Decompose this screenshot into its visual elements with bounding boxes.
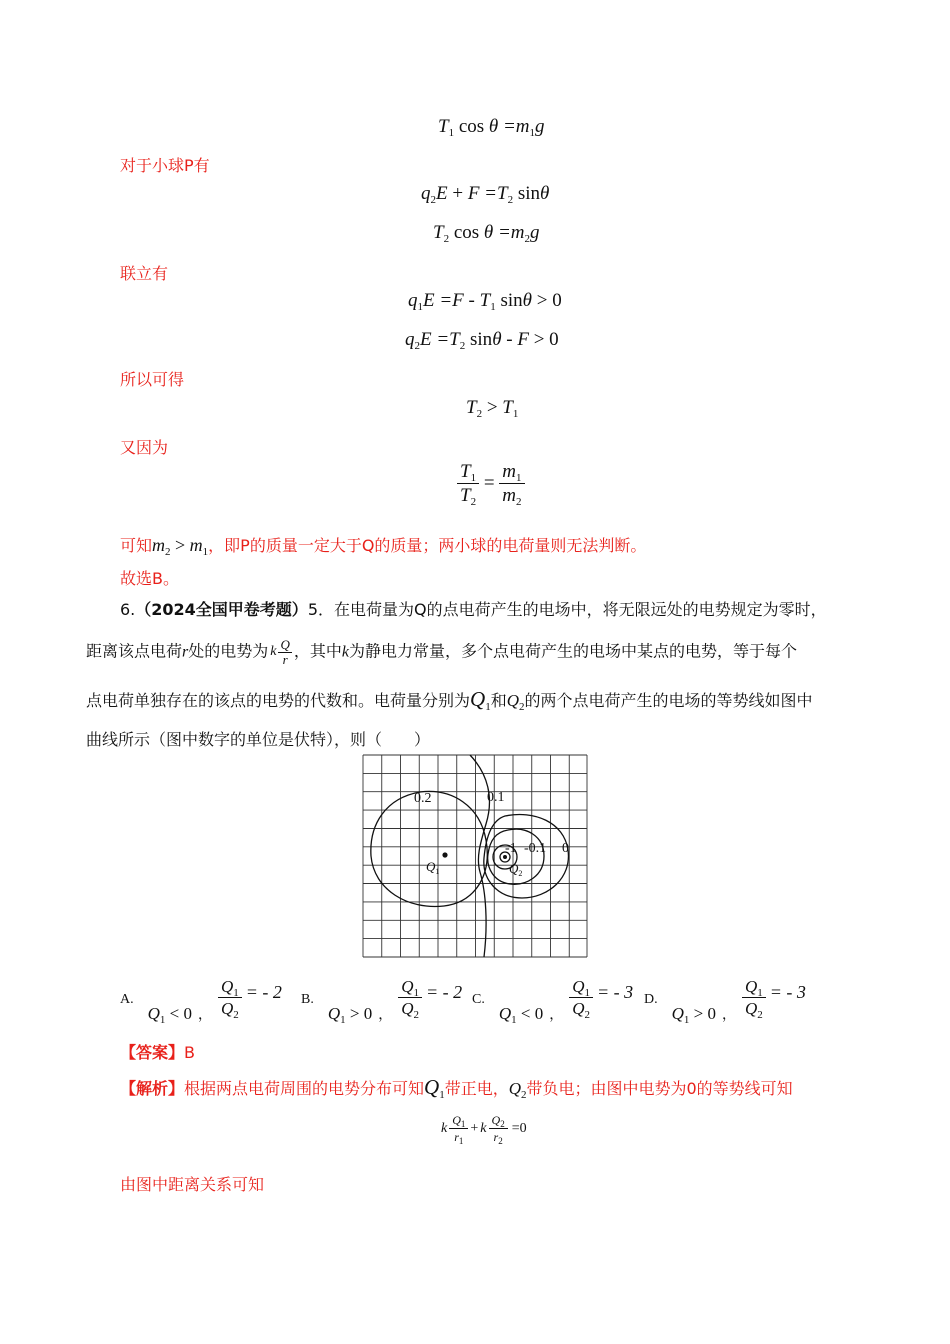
equation-t2-gt-t1: $T_2 > T_1$ [466,397,519,420]
text-knowable: 可知$m_2 > m_1$，即P的质量一定大于Q的质量；两小球的电荷量则无法判断。 [120,535,647,558]
equation-q2e-plus-f: $q_2E + F =T_2$ sinθ [421,183,550,206]
problem-line-3: 点电荷单独存在的该点的电势的代数和。电荷量分别为$Q_1$和$Q_2$的两个点电荷产生的电场的等势线如图中 [86,687,813,713]
option-a[interactable]: A. $Q_1 < 0$ ， $\frac{Q_1}{Q_2}$ = - 2 [120,977,282,1026]
equation-q1e: $q_1E =F - T_1$ sinθ > 0 [408,290,562,313]
problem-line-4: 曲线所示（图中数字的单位是伏特），则（ ） [86,730,431,749]
equation-t2-cos: $T_2$ $\cos \theta =m_2g$ [433,222,540,245]
equation-t1-cos: $T_1$ $\cos \theta =m_1g$ [438,116,545,139]
text-for-ball-p: 对于小球P有 [120,156,210,175]
text-so: 所以可得 [120,370,185,389]
label-q2: $Q_2$ [509,861,523,878]
label-0-2: 0.2 [414,791,432,806]
answer-tag: 【答案】 [120,1043,185,1062]
analysis-line: 【解析】根据两点电荷周围的电势分布可知$Q_1$带正电，$Q_2$带负电；由图中电势为0的等势线可知 [120,1075,793,1101]
contour-0-1 [470,755,489,957]
equipotential-figure [362,754,588,958]
label-minus-0-1: -0.1 [524,841,547,856]
label-q1: $Q_1$ [426,859,440,876]
answer-value: B [184,1043,195,1062]
option-d[interactable]: D. $Q_1 > 0$ ， $\frac{Q_1}{Q_2}$ = - 3 [644,977,806,1026]
text-because: 又因为 [120,438,169,457]
label-minus-1: -1 [505,841,517,856]
contour-0 [484,814,569,898]
label-0-1: 0.1 [487,790,505,805]
text-combine: 联立有 [120,264,169,283]
problem-line-1: 6.（2024全国甲卷考题）5．在电荷量为Q的点电荷产生的电场中，将无限远处的电势规定为零时， [120,600,827,619]
text-choose: 故选B。 [120,569,179,588]
label-0: 0 [562,841,569,856]
grid-lines [363,755,587,957]
answer-line [120,1040,195,1063]
problem-line-2: 距离该点电荷r处的电势为 k $\frac{Q}{r}$ ，其中k为静电力常量，多个点电荷产生的电场中某点的电势，等于每个 [86,637,798,667]
equation-ratio-t-m: $\frac{T_1}{T_2}$ = $\frac{m_1}{m_2}$ [457,462,525,506]
option-c[interactable]: C. $Q_1 < 0$ ， $\frac{Q_1}{Q_2}$ = - 3 [472,977,634,1026]
option-b[interactable]: B. $Q_1 > 0$ ， $\frac{Q_1}{Q_2}$ = - 2 [301,977,463,1026]
equation-potential-sum: k $\frac{Q_1}{r_1}$ + k $\frac{Q_2}{r_2}$ =0 [441,1113,527,1146]
q1-charge-point [442,852,447,857]
contour-0-2 [371,791,487,906]
text-distance-relation: 由图中距离关系可知 [120,1175,265,1194]
equation-q2e: $q_2E =T_2$ sinθ - F > 0 [405,329,559,352]
